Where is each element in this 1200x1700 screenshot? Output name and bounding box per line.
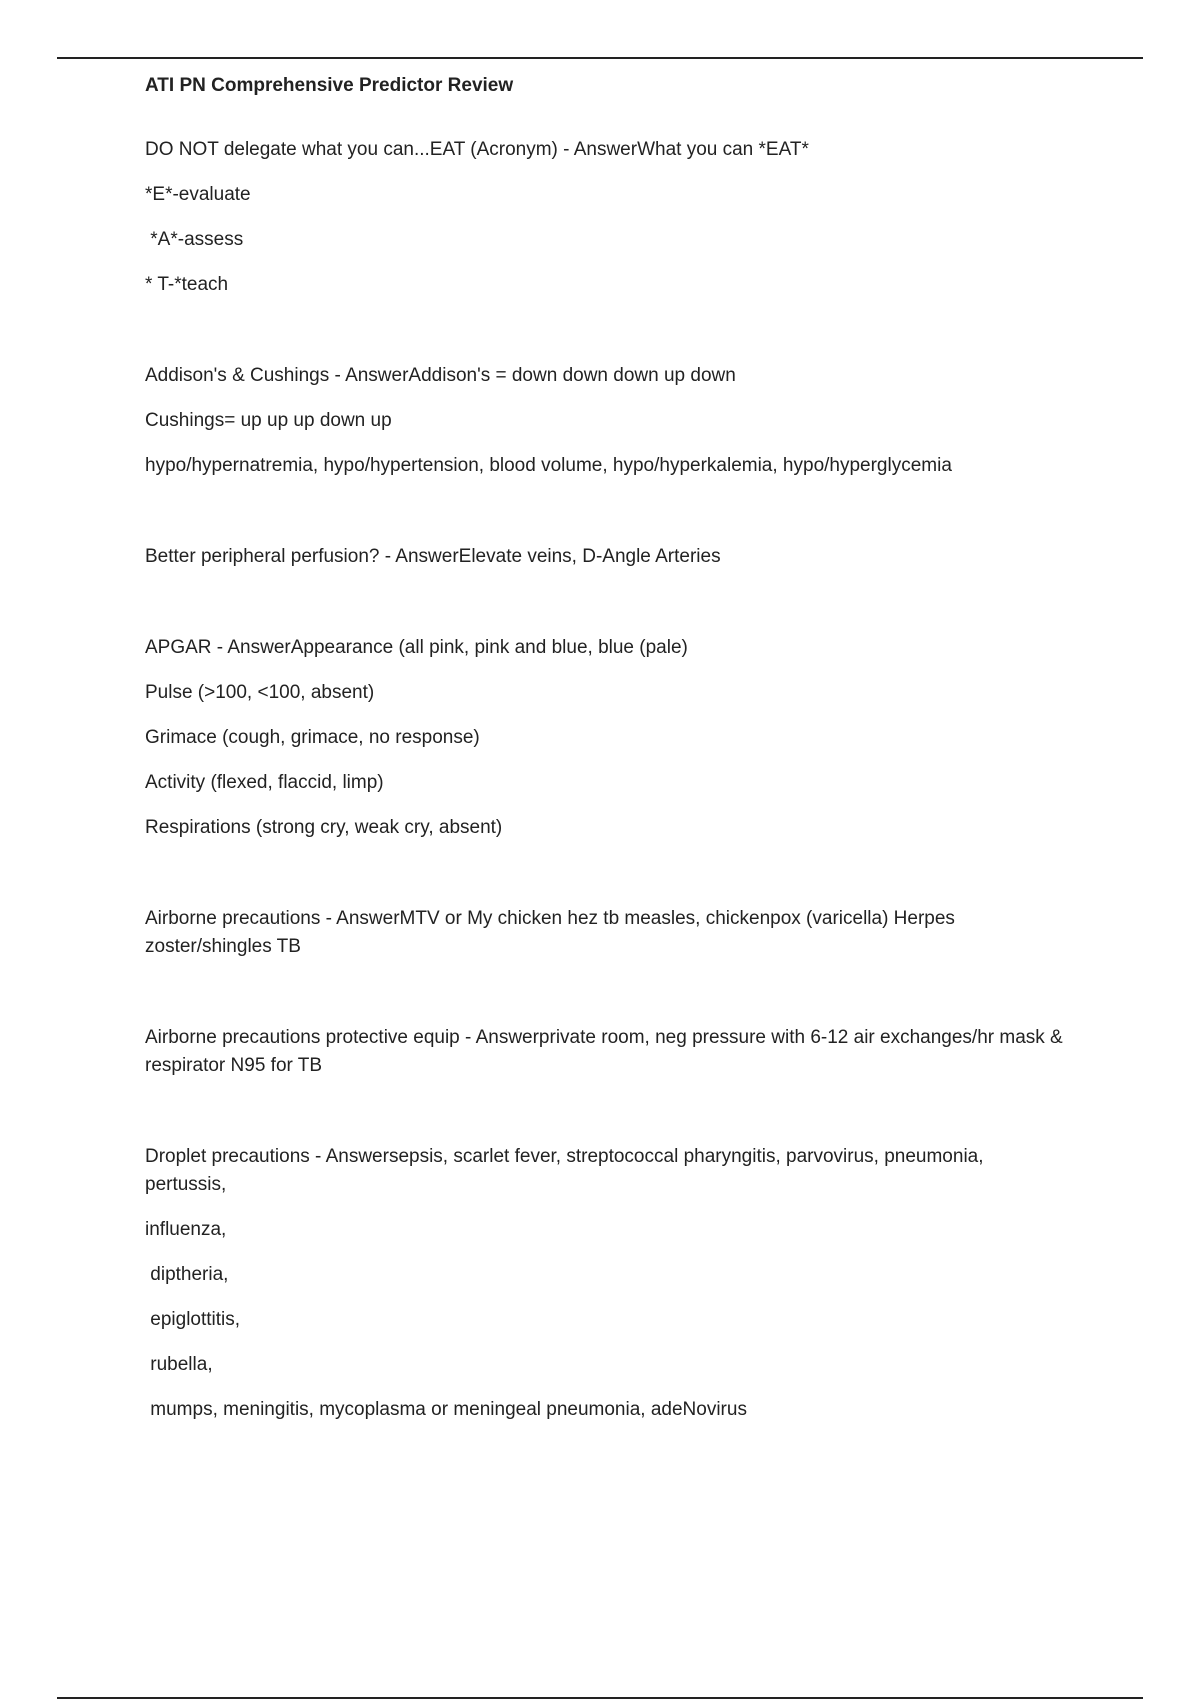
paragraph: * T-*teach: [145, 274, 229, 295]
paragraph: Cushings= up up up down up: [145, 410, 392, 431]
section-eat: [145, 136, 1065, 299]
paragraph: DO NOT delegate what you can...EAT (Acronym) - AnswerWhat you can *EAT*: [145, 139, 809, 160]
paragraph: *A*-assess: [145, 229, 244, 250]
section-gap: [145, 1097, 1065, 1143]
paragraph: Airborne precautions protective equip - Answerprivate room, neg pressure with 6-12 air exchanges/hr mask & respirator N95 for TB: [145, 1027, 1069, 1076]
paragraph: Airborne precautions - AnswerMTV or My chicken hez tb measles, chickenpox (varicella) Herpes zoster/shingles TB: [145, 908, 961, 957]
paragraph: influenza,: [145, 1219, 227, 1240]
section-gap: [145, 588, 1065, 634]
section-gap: [145, 859, 1065, 905]
section-apgar: [145, 634, 1065, 842]
paragraph: Better peripheral perfusion? - AnswerElevate veins, D-Angle Arteries: [145, 546, 721, 567]
section-gap: [145, 978, 1065, 1024]
section-airborne-equipment: [145, 1024, 1069, 1080]
paragraph: Respirations (strong cry, weak cry, absent): [145, 817, 503, 838]
paragraph: epiglottitis,: [145, 1309, 241, 1330]
section-addisons-cushings: [145, 362, 1065, 480]
top-rule: [57, 57, 1143, 59]
document-title: ATI PN Comprehensive Predictor Review: [145, 75, 514, 96]
paragraph: Grimace (cough, grimace, no response): [145, 727, 480, 748]
paragraph: diptheria,: [145, 1264, 229, 1285]
paragraph: mumps, meningitis, mycoplasma or meningeal pneumonia, adeNovirus: [145, 1399, 747, 1420]
page-content: [145, 72, 1069, 1441]
paragraph: Droplet precautions - Answersepsis, scarlet fever, streptococcal pharyngitis, parvovirus, pneumonia, pertussis,: [145, 1146, 989, 1195]
paragraph: rubella,: [145, 1354, 213, 1375]
paragraph: APGAR - AnswerAppearance (all pink, pink and blue, blue (pale): [145, 637, 688, 658]
paragraph: Activity (flexed, flaccid, limp): [145, 772, 384, 793]
paragraph: Pulse (>100, <100, absent): [145, 682, 375, 703]
section-droplet-precautions: [145, 1143, 1065, 1424]
section-gap: [145, 497, 1065, 543]
paragraph: hypo/hypernatremia, hypo/hypertension, blood volume, hypo/hyperkalemia, hypo/hyperglycemia: [145, 455, 952, 476]
section-gap: [145, 316, 1065, 362]
section-peripheral-perfusion: [145, 543, 1065, 571]
paragraph: Addison's & Cushings - AnswerAddison's = down down down up down: [145, 365, 736, 386]
section-airborne-precautions: [145, 905, 1065, 961]
paragraph: *E*-evaluate: [145, 184, 251, 205]
bottom-rule: [57, 1697, 1143, 1699]
